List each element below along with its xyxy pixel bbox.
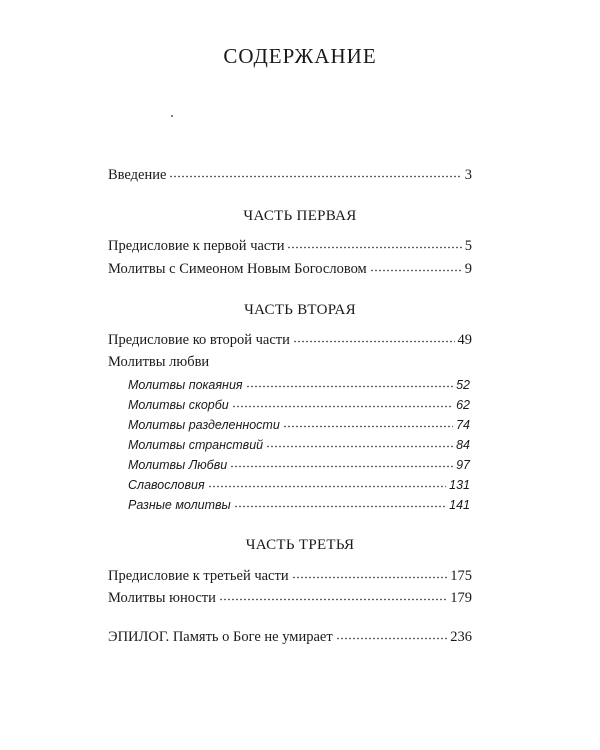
toc-entry-label: Предисловие к первой части bbox=[108, 238, 285, 254]
dot-leader bbox=[287, 246, 461, 250]
toc-entry[interactable] bbox=[108, 331, 472, 349]
print-speck bbox=[171, 115, 173, 117]
dot-leader bbox=[283, 425, 453, 429]
toc-subentry[interactable] bbox=[128, 437, 470, 453]
toc-entry-label: ЭПИЛОГ. Память о Боге не умирает bbox=[108, 629, 333, 645]
toc-page-number: 175 bbox=[450, 568, 472, 584]
toc-page-number: 49 bbox=[457, 332, 472, 348]
dot-leader bbox=[234, 505, 446, 509]
toc-entry-label: Предисловие ко второй части bbox=[108, 332, 290, 348]
toc-entry-label: Молитвы скорби bbox=[128, 398, 229, 412]
dot-leader bbox=[232, 405, 453, 409]
toc-page-number: 84 bbox=[456, 438, 470, 452]
toc-entry-label: Разные молитвы bbox=[128, 498, 231, 512]
toc-page-number: 141 bbox=[449, 498, 470, 512]
toc-page-number: 97 bbox=[456, 458, 470, 472]
dot-leader bbox=[169, 175, 461, 179]
toc-page-number: 236 bbox=[450, 629, 472, 645]
toc-entry-introduction[interactable] bbox=[108, 166, 472, 184]
toc-subentry[interactable] bbox=[128, 417, 470, 433]
dot-leader bbox=[230, 465, 453, 469]
toc-entry-epilogue[interactable] bbox=[108, 628, 472, 646]
toc-page-number: 52 bbox=[456, 378, 470, 392]
toc-entry-label: Молитвы Любви bbox=[128, 458, 228, 472]
toc-entry-label: Славословия bbox=[128, 478, 205, 492]
toc-entry-label: Молитвы странствий bbox=[128, 438, 264, 452]
toc-page-number: 74 bbox=[456, 418, 470, 432]
part-three-heading: ЧАСТЬ ТРЕТЬЯ bbox=[245, 537, 355, 553]
part-one-heading: ЧАСТЬ ПЕРВАЯ bbox=[243, 208, 357, 224]
toc-subentry[interactable] bbox=[128, 377, 470, 393]
toc-entry-label: Молитвы покаяния bbox=[128, 378, 243, 392]
dot-leader bbox=[219, 598, 447, 602]
toc-subentry[interactable] bbox=[128, 457, 470, 473]
dot-leader bbox=[293, 340, 455, 344]
toc-page-number: 179 bbox=[450, 590, 472, 606]
dot-leader bbox=[208, 485, 447, 489]
toc-page-number: 3 bbox=[464, 167, 472, 183]
toc-entry-label: Введение bbox=[108, 167, 167, 183]
toc-entry-label: Молитвы юности bbox=[108, 590, 216, 606]
toc-entry-label: Молитвы с Симеоном Новым Богословом bbox=[108, 261, 367, 277]
toc-subentry[interactable] bbox=[128, 497, 470, 513]
dot-leader bbox=[336, 637, 448, 641]
dot-leader bbox=[246, 385, 454, 389]
toc-subentry[interactable] bbox=[128, 397, 470, 413]
page-title: СОДЕРЖАНИЕ bbox=[223, 44, 377, 68]
toc-entry-label: Молитвы разделенности bbox=[128, 418, 280, 432]
toc-entry[interactable] bbox=[108, 260, 472, 278]
toc-page-number: 9 bbox=[464, 261, 472, 277]
toc-page-number: 131 bbox=[449, 478, 470, 492]
dot-leader bbox=[266, 445, 453, 449]
toc-page-number: 62 bbox=[456, 398, 470, 412]
part-two-heading: ЧАСТЬ ВТОРАЯ bbox=[244, 302, 356, 318]
toc-entry-label: Предисловие к третьей части bbox=[108, 568, 289, 584]
toc-subentry[interactable] bbox=[128, 477, 470, 493]
toc-entry[interactable] bbox=[108, 567, 472, 585]
dot-leader bbox=[292, 576, 448, 580]
dot-leader bbox=[370, 269, 462, 273]
toc-entry[interactable] bbox=[108, 237, 472, 255]
toc-section-heading: Молитвы любви bbox=[108, 354, 210, 370]
toc-page-number: 5 bbox=[464, 238, 472, 254]
toc-entry[interactable] bbox=[108, 589, 472, 607]
